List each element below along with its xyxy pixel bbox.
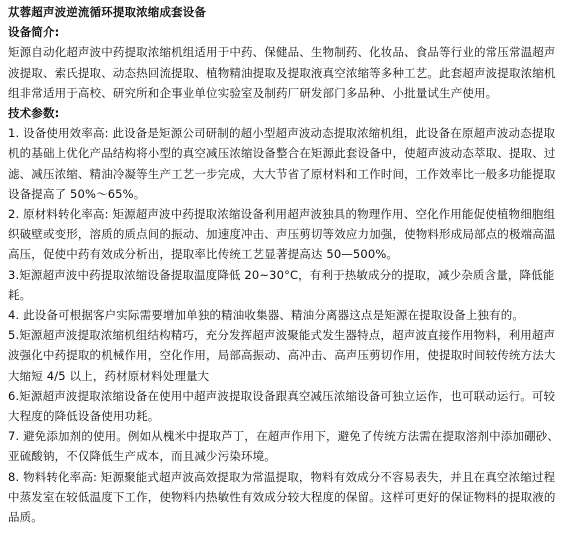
spec-item-7: 7. 避免添加剂的使用。例如从槐米中提取芦丁，在超声作用下，避免了传统方法需在提取溶剂中添加硼砂、亚硫酸钠，不仅降低生产成本，而且减少污染环境。 bbox=[8, 429, 559, 464]
spec-item-8: 8. 物料转化率高: 矩源聚能式超声波高效提取为常温提取，物料有效成分不容易表失，并且在真空浓缩过程中蒸发室在较低温度下工作，使物料内热敏性有效成分较大程度的保留。这样可更好的保证物料的提取液的品质。 bbox=[8, 469, 556, 525]
spec-item-4: 4. 此设备可根据客户实际需要增加单独的精油收集器、精油分离器这点是矩源在提取设备上独有的。 bbox=[8, 308, 525, 323]
spec-item-1: 1. 设备使用效率高: 此设备是矩源公司研制的超小型超声波动态提取浓缩机组，此设备在原超声波动态提取机的基础上优化产品结构将小型的真空减压浓缩设备整合在矩源此套设备中，使超声波动态萃取、提取、过滤、减压浓缩、精油冷凝等生产工艺一步完成，大大节省了原材料和工作时间，工作效率比一般多功能提取设备提高了 50%～65%。 bbox=[8, 126, 556, 201]
document-title: 苁蓉超声波逆流循环提取浓缩成套设备 bbox=[8, 5, 207, 19]
spec-item-3: 3.矩源超声波中药提取浓缩设备提取温度降低 20~30°C，有利于热敏成分的提取，减少杂质含量，降低能耗。 bbox=[8, 267, 555, 302]
section-heading-specs: 技术参数: bbox=[8, 106, 60, 121]
intro-paragraph: 矩源自动化超声波中药提取浓缩机组适用于中药、保健品、生物制药、化妆品、食品等行业的常压常温超声波提取、索氏提取、动态热回流提取、植物精油提取及提取液真空浓缩等多种工艺。此套超声波提取浓缩机组非常适用于高校、研究所和企事业单位实验室及制药厂研发部门多品种、小批量试生产使用。 bbox=[8, 45, 556, 100]
section-heading-intro: 设备简介: bbox=[8, 25, 60, 40]
spec-item-6: 6.矩源超声波提取浓缩设备在使用中超声波提取设备跟真空减压浓缩设备可独立运作，也可联动运行。可较大程度的降低设备使用功耗。 bbox=[8, 388, 556, 424]
spec-item-5: 5.矩源超声波提取浓缩机组结构精巧，充分发挥超声波聚能式发生器特点，超声波直接作用物料，利用超声波强化中药提取的机械作用，空化作用，局部高振动、高冲击、高声压剪切作用，使提取时间较传统方法大大缩短 4/5 以上，药材原材料处理量大 bbox=[8, 328, 556, 383]
spec-item-2: 2. 原材料转化率高: 矩源超声波中药提取浓缩设备利用超声波独具的物理作用、空化作用能促使植物细胞组织破壁或变形，溶质的质点间的振动、加速度冲击、声压剪切等效应力加强，使物料形成局部点的极端高温高压，促使中药有效成分析出，提取率比传统工艺显著提高达 50—500%。 bbox=[8, 207, 556, 262]
